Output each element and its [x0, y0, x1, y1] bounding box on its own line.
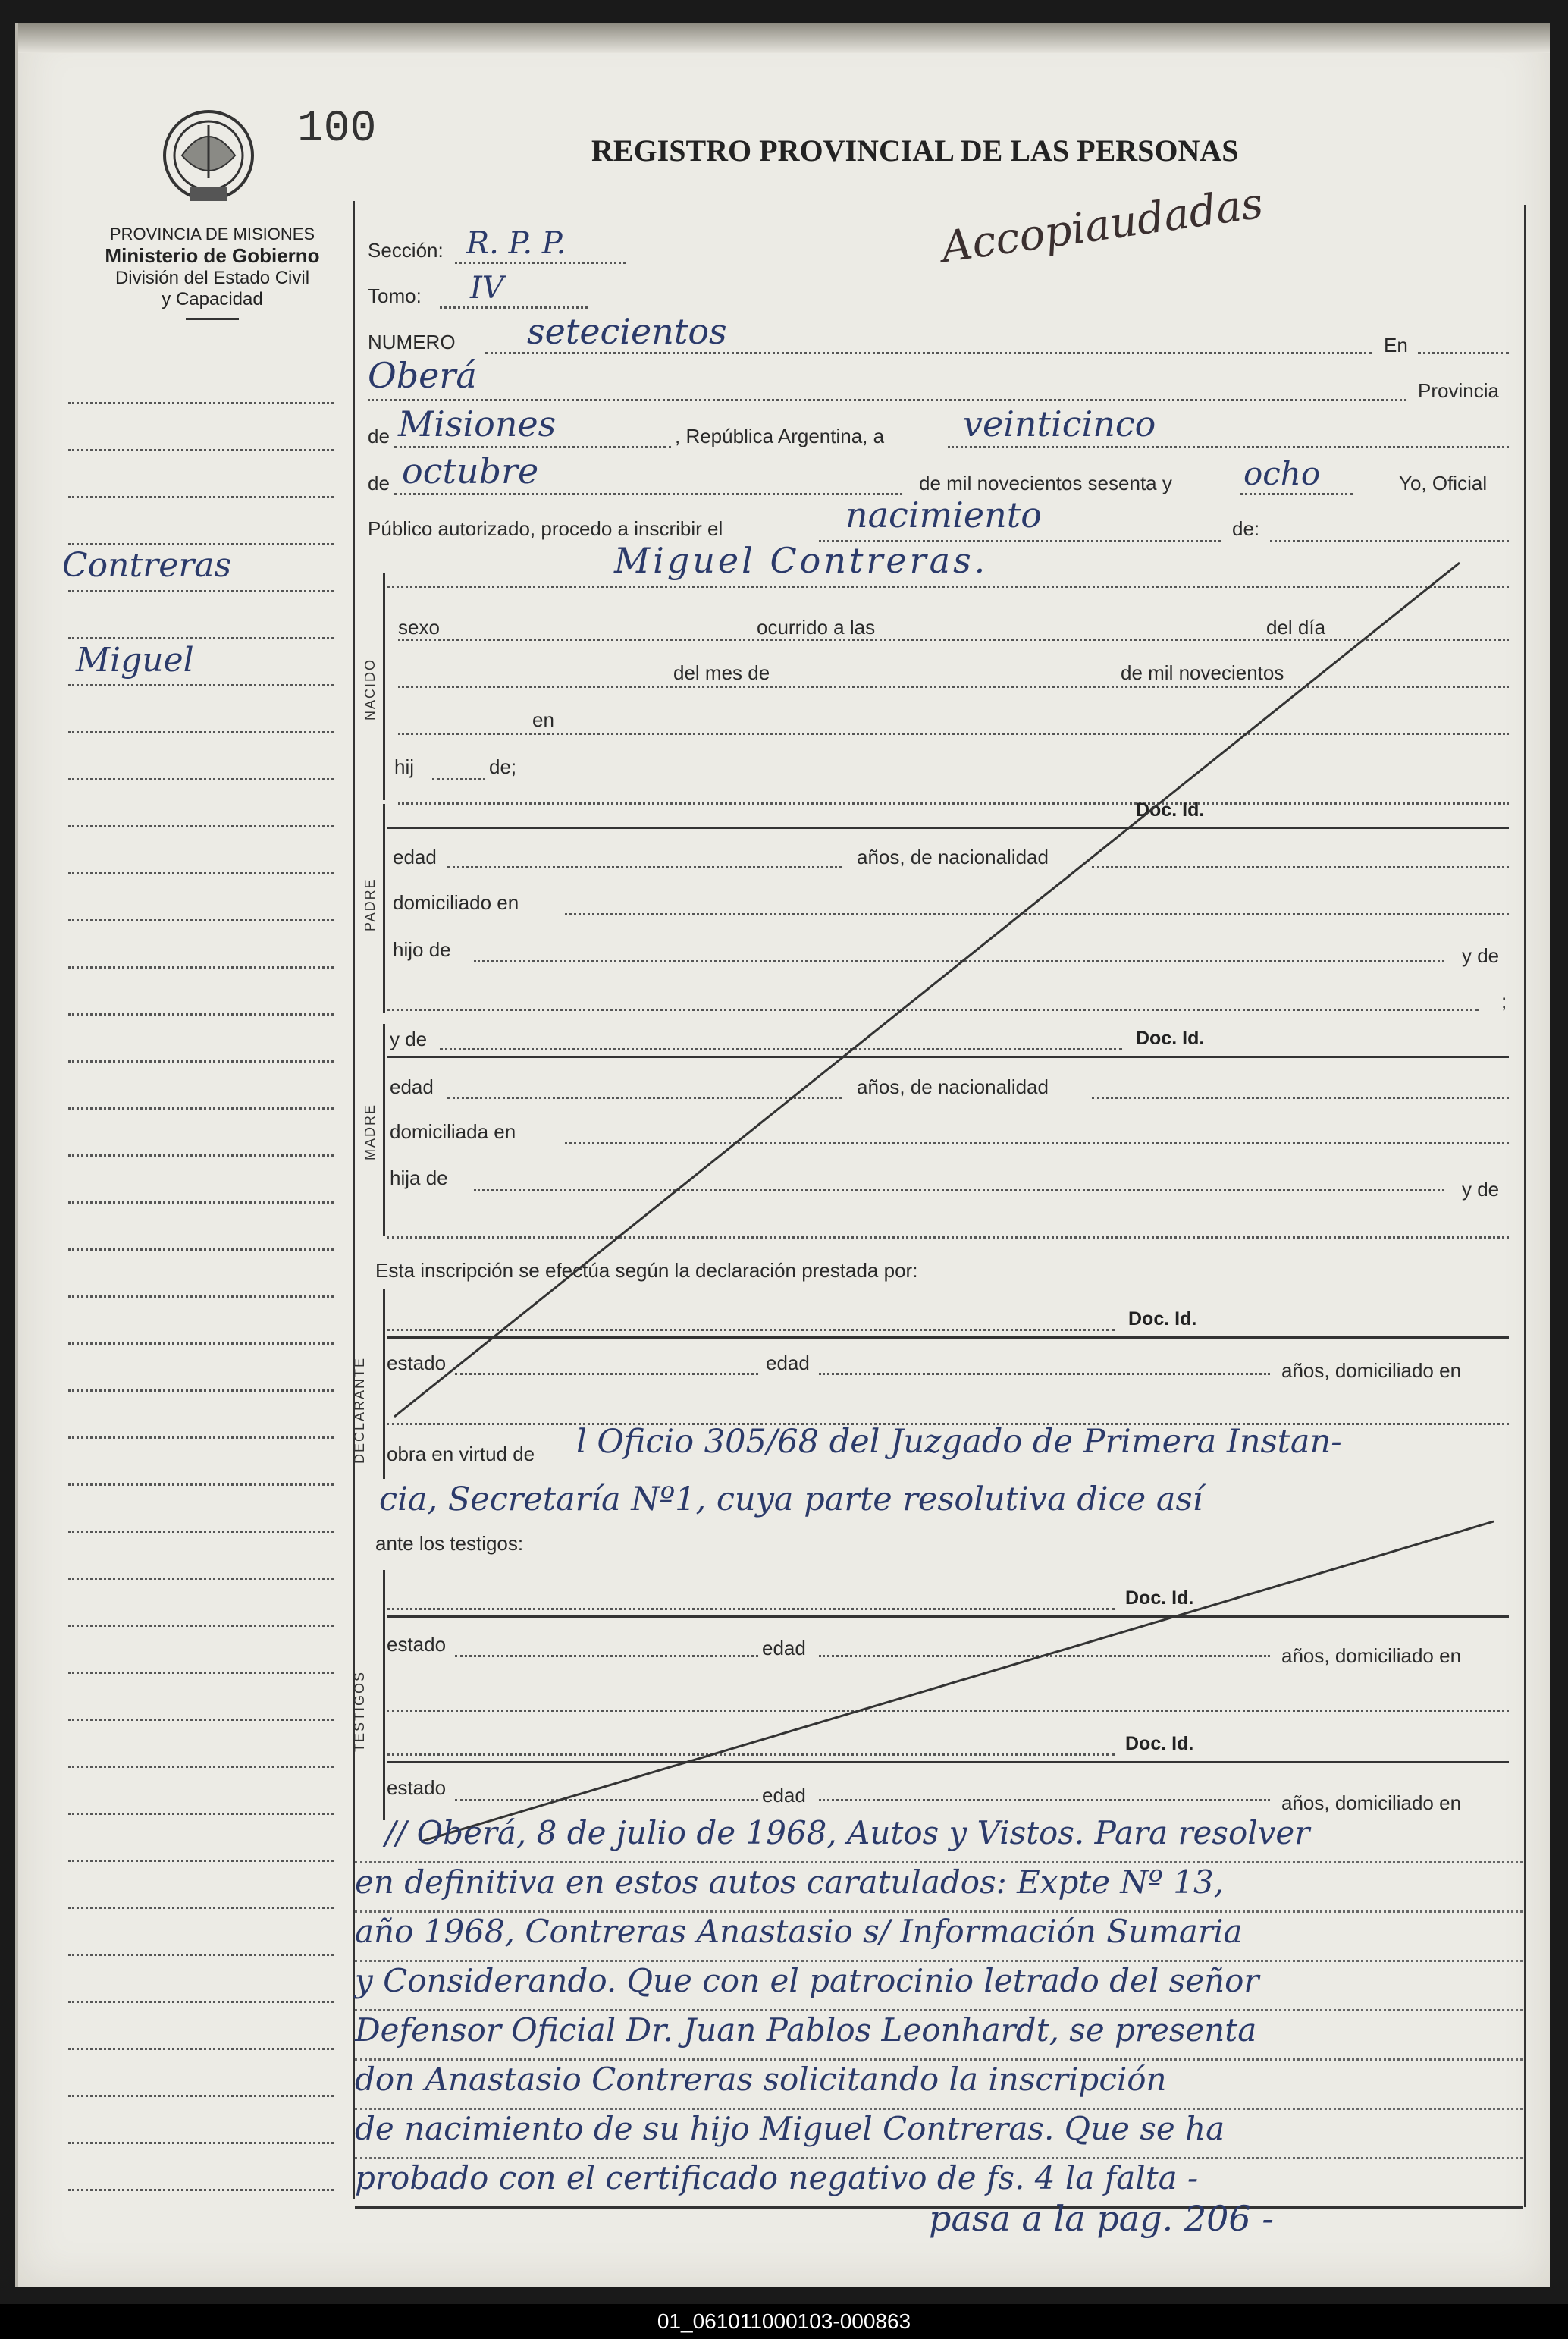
nacido-en: en: [532, 708, 554, 731]
republica-label: , República Argentina, a: [675, 425, 885, 447]
madre-edad: edad: [390, 1075, 434, 1098]
testigos-estado-2: estado: [387, 1776, 447, 1799]
padre-domiciliado: domiciliado en: [393, 891, 519, 914]
testigos-section-label: TESTIGOS: [352, 1670, 367, 1752]
madre-doc: Doc. Id.: [1136, 1028, 1205, 1049]
year-value: ocho: [1243, 455, 1321, 492]
tomo-label: Tomo:: [368, 284, 422, 307]
padre-doc: Doc. Id.: [1136, 799, 1205, 821]
testigos-anos-2: años, domiciliado en: [1281, 1791, 1462, 1814]
page-number: 100: [297, 105, 377, 154]
declarante-anos: años, domiciliado en: [1281, 1359, 1462, 1382]
de-label-2: de: [368, 472, 390, 494]
body-line-7: de nacimiento de su hijo Miguel Contreras. Que se ha: [355, 2110, 1523, 2159]
margin-surname: Contreras: [62, 546, 232, 585]
declarante-intro: Esta inscripción se efectúa según la declaración prestada por:: [375, 1259, 918, 1282]
seccion-label: Sección:: [368, 239, 444, 262]
continuation-note: pasa a la pag. 206 -: [929, 2198, 1274, 2239]
nacido-del-dia: del día: [1266, 616, 1326, 639]
act-value: nacimiento: [845, 494, 1042, 535]
padre-semicolon: ;: [1501, 990, 1507, 1013]
year-label: de mil novecientos sesenta y: [919, 472, 1172, 494]
padre-section-label: PADRE: [362, 878, 378, 931]
place-value: Oberá: [368, 355, 477, 396]
obra-value-2: cia, Secretaría Nº1, cuya parte resolutiva dice así: [379, 1480, 1203, 1518]
declarante-section-label: DECLARANTE: [352, 1356, 367, 1464]
image-id-footer: 01_061011000103-000863: [0, 2304, 1568, 2339]
oficial-label: Yo, Oficial: [1399, 472, 1488, 494]
padre-y-de: y de: [1462, 944, 1500, 967]
obra-value-1: l Oficio 305/68 del Juzgado de Primera Instan-: [576, 1423, 1342, 1461]
body-line-3: año 1968, Contreras Anastasio s/ Información Sumaria: [355, 1913, 1523, 1962]
publico-label: Público autorizado, procedo a inscribir el: [368, 517, 723, 540]
padre-anos: años, de nacionalidad: [857, 846, 1049, 868]
numero-value: setecientos: [527, 311, 727, 352]
en-label: En: [1384, 334, 1408, 356]
numero-label: NUMERO: [368, 331, 456, 353]
registrant-name: Miguel Contreras.: [614, 540, 989, 581]
body-line-5: Defensor Oficial Dr. Juan Pablos Leonhardt, se presenta: [355, 2011, 1523, 2061]
testigos-doc-1: Doc. Id.: [1125, 1587, 1194, 1609]
testigos-edad-1: edad: [762, 1637, 806, 1659]
seccion-value: R. P. P.: [466, 226, 566, 261]
month-value: octubre: [402, 451, 539, 491]
testigos-estado-1: estado: [387, 1633, 447, 1656]
org-line-4: y Capacidad: [162, 289, 263, 309]
madre-hija: hija de: [390, 1166, 448, 1189]
body-line-2: en definitiva en estos autos caratulados: Expte Nº 13,: [355, 1863, 1523, 1913]
madre-domiciliada: domiciliada en: [390, 1120, 516, 1143]
tomo-value: IV: [470, 271, 504, 306]
obra-label: obra en virtud de: [387, 1443, 535, 1465]
de-colon-label: de:: [1232, 517, 1260, 540]
nacido-mil-nov: de mil novecientos: [1121, 661, 1284, 684]
nacido-hij: hij: [394, 755, 415, 778]
body-line-8: probado con el certificado negativo de fs. 4 la falta -: [355, 2159, 1523, 2209]
margin-given-name: Miguel: [76, 641, 194, 680]
testigos-edad-2: edad: [762, 1784, 806, 1807]
declarante-estado: estado: [387, 1352, 447, 1374]
madre-y-de: y de: [390, 1028, 428, 1050]
padre-hijo: hijo de: [393, 938, 451, 961]
padre-edad: edad: [393, 846, 437, 868]
declarante-edad: edad: [766, 1352, 810, 1374]
de-label-1: de: [368, 425, 390, 447]
body-line-1: // Oberá, 8 de julio de 1968, Autos y Vistos. Para resolver: [355, 1814, 1523, 1863]
madre-anos: años, de nacionalidad: [857, 1075, 1049, 1098]
nacido-de: de;: [489, 755, 517, 778]
provincia-label: Provincia: [1418, 379, 1499, 402]
nacido-sexo: sexo: [398, 616, 440, 639]
ante-testigos: ante los testigos:: [375, 1532, 524, 1555]
nacido-section-label: NACIDO: [362, 658, 378, 721]
province-value: Misiones: [398, 403, 557, 444]
org-line-3: División del Estado Civil: [114, 268, 310, 288]
declarante-doc: Doc. Id.: [1128, 1308, 1197, 1330]
testigos-anos-1: años, domiciliado en: [1281, 1644, 1462, 1667]
nacido-ocurrido: ocurrido a las: [757, 616, 876, 639]
body-line-4: y Considerando. Que con el patrocinio letrado del señor: [355, 1962, 1523, 2011]
madre-section-label: MADRE: [362, 1103, 378, 1160]
nacido-del-mes: del mes de: [673, 661, 770, 684]
org-line-2: Ministerio de Gobierno: [105, 244, 320, 267]
body-line-6: don Anastasio Contreras solicitando la inscripción: [355, 2061, 1523, 2110]
register-title: REGISTRO PROVINCIAL DE LAS PERSONAS: [591, 133, 1239, 168]
madre-y-de2: y de: [1462, 1178, 1500, 1201]
day-value: veinticinco: [963, 403, 1156, 444]
signature-stamp: Accopiaudadas: [938, 178, 1266, 273]
org-line-1: PROVINCIA DE MISIONES: [109, 224, 315, 243]
handwritten-body: [355, 1814, 1523, 2209]
testigos-doc-2: Doc. Id.: [1125, 1733, 1194, 1754]
